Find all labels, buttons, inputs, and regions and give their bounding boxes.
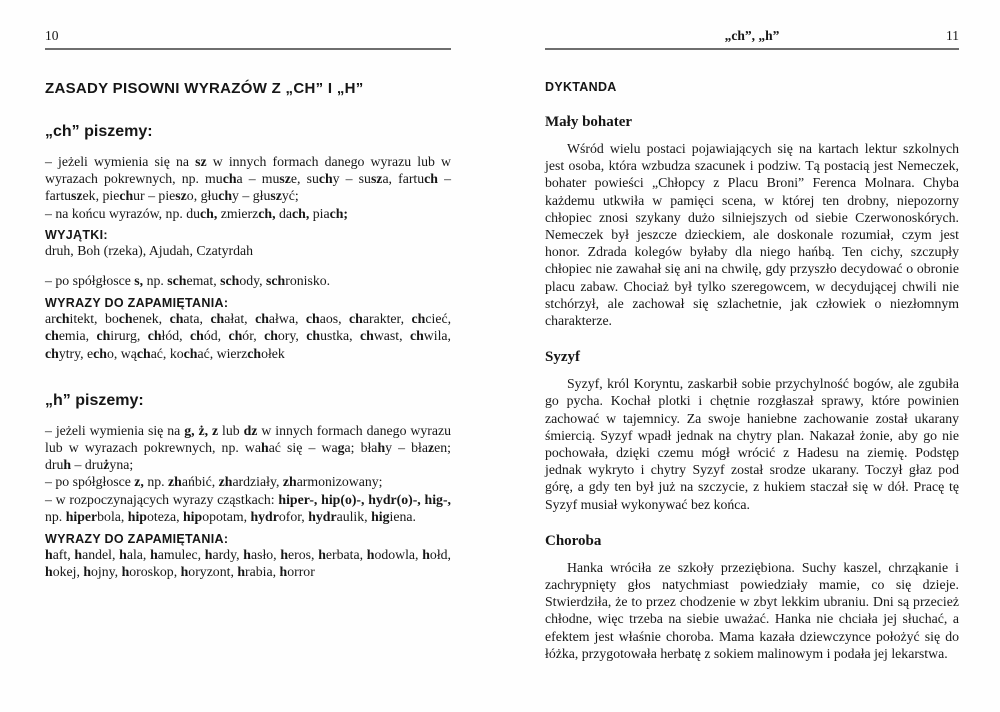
dictation-title-choroba: Choroba — [545, 532, 602, 549]
page-number-right: 11 — [946, 28, 959, 43]
dyktanda-heading: DYKTANDA — [545, 80, 617, 94]
ch-rule-after-s: – po spółgłosce s, np. schemat, schody, schronisko. — [45, 273, 331, 289]
remember-words-ch: architekt, bochenek, chata, chałat, chałwa, chaos, charakter, chcieć, chemia, chirurg, chłód, chód, chór, chory, chustka, chwast, chwila, chytry, echo, wąchać, kochać, wierzchołek — [45, 311, 452, 361]
page-right — [545, 0, 959, 662]
running-header-left — [45, 28, 451, 50]
page-number-left: 10 — [45, 28, 59, 43]
exceptions-list: druh, Boh (rzeka), Ajudah, Czatyrdah — [45, 242, 254, 258]
subheading-h: „h” piszemy: — [45, 391, 144, 409]
dictation-title-syzyf: Syzyf — [545, 349, 580, 366]
dictation-title-maly-bohater: Mały bohater — [545, 114, 633, 130]
exceptions-heading: WYJĄTKI: — [45, 227, 108, 242]
dictation-text-maly-bohater: Wśród wielu postaci pojawiających się na kartach lektur szkolnych jest osoba, która wzbudza szacunek i podziw. Tą postacią jest Nemeczek, bohater powieści „Chłopcy z Placu Broni” Ferenca Molnara. Chyba każdemu utkwiła w pamięci scena, w której ten drobny, niepozorny chłopiec znosi szykany dużo silniejszych od siebie Czerwonoskórych. Nemeczek był jeszcze dzieckiem, ale doskonale rozumiał, czym jest honor. Zdrada kolegów byłaby dla niego hańbą. Ten cichy, szczupły chłopiec nie zawahał się ani na chwilę, gdy przyszło decydować o obronie placu zabaw. Chociaż był tylko szeregowcem, w decydującej chwili nie stchórzył, ale zachował się szlachetnie, jak człowiek o niezłomnym charakterze. — [545, 141, 959, 329]
dictation-text-choroba: Hanka wróciła ze szkoły przeziębiona. Suchy kaszel, chrząkanie i zachrypnięty głos natychmiast powiedziały mamie, co się dzieje. Stwierdziła, że to przez chodzenie w zbyt lekkim ubraniu. Dni są przecież chłodne, więc trzeba na siebie uważać. Hanka nie chciała jej słuchać, a efektem jest właśnie choroba. Mama kazała dziewczynce położyć się do łóżka, przygotowała herbatę z sokiem malinowym i podała jej lekarstwa. — [545, 559, 959, 661]
dictation-text-syzyf: Syzyf, król Koryntu, zaskarbił sobie przychylność bogów, ale zgubiła go pycha. Kochał plotki i chętnie rozgłaszał sprawy, które powinien zachować w tajemnicy. Za swoje haniebne zachowanie został ukarany śmiercią. Syzyf wpadł jednak na chytry plan. Nakazał żonie, aby go nie pochowała, dzięki czemu mógł wrócić z Hadesu na ziemię. Podstęp jednak wykryto i chytry Syzyf został srodze ukarany. Toczył głaz pod górę, a gdy ten był już na szczycie, z hukiem staczał się w dół. Pracę tę Syzyf musiał wykonywać bez końca. — [545, 376, 959, 512]
ch-rule-word-end: – na końcu wyrazów, np. duch, zmierzch, dach, piach; — [45, 205, 348, 221]
subheading-ch: „ch” piszemy: — [45, 123, 153, 140]
remember-words-h: haft, handel, hala, hamulec, hardy, hasło, heros, herbata, hodowla, hołd, hokej, hojny, horoskop, horyzont, hrabia, horror — [45, 547, 452, 580]
ch-rule-exchange: – jeżeli wymienia się na sz w innych formach danego wyrazu lub w wyrazach pokrewnych, np. mucha – musze, suchy – susza, fartuch – fartuszek, piechur – pieszo, głuchy – głuszyć; — [45, 154, 451, 204]
page-left — [45, 0, 451, 580]
h-rule-after-z: – po spółgłosce z, np. zhańbić, zhardziały, zharmonizowany; — [45, 474, 383, 490]
page-title: ZASADY PISOWNI WYRAZÓW Z „CH” I „H” — [45, 80, 364, 97]
running-header-title-right: „ch”, „h” — [724, 28, 780, 43]
h-rule-prefixes: – w rozpoczynających wyrazy cząstkach: hiper-, hip(o)-, hydr(o)-, hig-, np. hiperbola, hipoteza, hipopotam, hydrofor, hydraulik, higiena. — [45, 491, 451, 524]
h-rule-exchange: – jeżeli wymienia się na g, ż, z lub dz w innych formach danego wyrazu lub w wyrazach pokrewnych, np. wahać się – waga; błahy – błazen; druh – drużyna; — [45, 422, 452, 473]
remember-heading-h: WYRAZY DO ZAPAMIĘTANIA: — [45, 532, 229, 547]
running-header-right — [545, 28, 959, 50]
remember-heading-ch: WYRAZY DO ZAPAMIĘTANIA: — [45, 296, 229, 311]
